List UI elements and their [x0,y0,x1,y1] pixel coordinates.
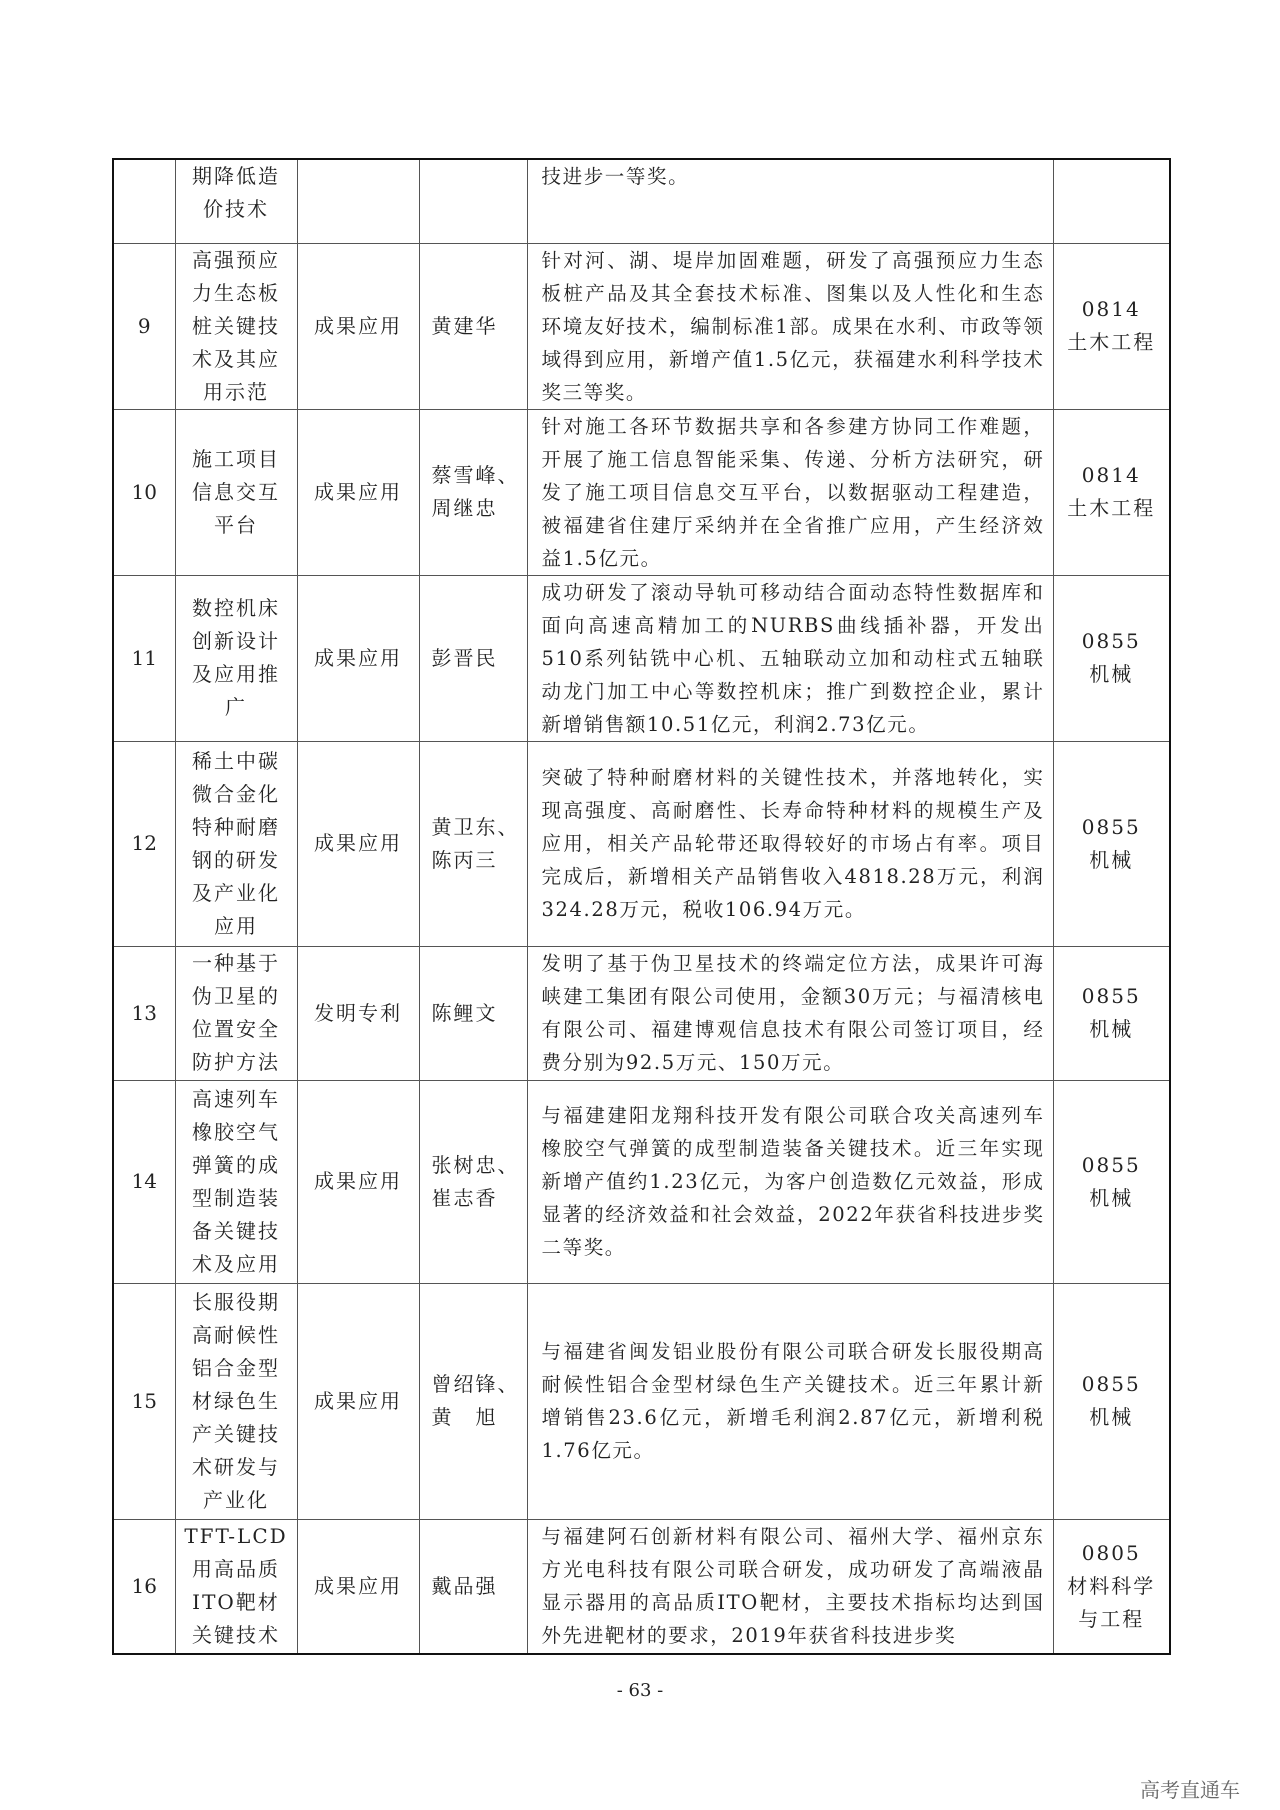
row-number: 12 [113,741,175,946]
achievement-description: 技进步一等奖。 [527,159,1053,243]
responsible-person: 戴品强 [419,1519,527,1654]
discipline: 0855 机械 [1053,575,1170,741]
project-title: 期降低造 价技术 [175,159,297,243]
project-title: 高强预应 力生态板 桩关键技 术及其应 用示范 [175,243,297,409]
project-title: 稀土中碳 微合金化 特种耐磨 钢的研发 及产业化 应用 [175,741,297,946]
discipline [1053,159,1170,243]
discipline: 0855 机械 [1053,741,1170,946]
responsible-person: 蔡雪峰、 周继忠 [419,409,527,575]
achievement-description: 针对施工各环节数据共享和各参建方协同工作难题，开展了施工信息智能采集、传递、分析方法研究，研发了施工项目信息交互平台，以数据驱动工程建造，被福建省住建厅采纳并在全省推广应用，产生经济效益1.5亿元。 [527,409,1053,575]
row-number: 14 [113,1080,175,1283]
achievement-description: 与福建省闽发铝业股份有限公司联合研发长服役期高耐候性铝合金型材绿色生产关键技术。近三年累计新增销售23.6亿元，新增毛利润2.87亿元，新增利税1.76亿元。 [527,1283,1053,1519]
table-row [113,1519,1170,1654]
row-number: 13 [113,946,175,1080]
project-title: 长服役期 高耐候性 铝合金型 材绿色生 产关键技 术研发与 产业化 [175,1283,297,1519]
row-number: 16 [113,1519,175,1654]
project-title: 数控机床 创新设计 及应用推 广 [175,575,297,741]
achievement-type: 发明专利 [297,946,419,1080]
page-number: - 63 - [616,1680,664,1701]
responsible-person: 曾绍锋、 黄 旭 [419,1283,527,1519]
row-number: 11 [113,575,175,741]
achievement-type: 成果应用 [297,243,419,409]
achievement-description: 针对河、湖、堤岸加固难题，研发了高强预应力生态板桩产品及其全套技术标准、图集以及人性化和生态环境友好技术，编制标准1部。成果在水利、市政等领域得到应用，新增产值1.5亿元，获福建水利科学技术奖三等奖。 [527,243,1053,409]
row-number: 9 [113,243,175,409]
achievement-description: 与福建建阳龙翔科技开发有限公司联合攻关高速列车橡胶空气弹簧的成型制造装备关键技术。近三年实现新增产值约1.23亿元，为客户创造数亿元效益，形成显著的经济效益和社会效益，2022年获省科技进步奖二等奖。 [527,1080,1053,1283]
responsible-person: 陈鲤文 [419,946,527,1080]
watermark: 高考直通车 [1140,1778,1240,1802]
discipline: 0855 机械 [1053,1283,1170,1519]
achievement-type: 成果应用 [297,575,419,741]
achievement-type [297,159,419,243]
discipline: 0855 机械 [1053,946,1170,1080]
responsible-person: 黄卫东、 陈丙三 [419,741,527,946]
project-title: 一种基于 伪卫星的 位置安全 防护方法 [175,946,297,1080]
responsible-person [419,159,527,243]
table-row [113,1283,1170,1519]
achievement-description: 与福建阿石创新材料有限公司、福州大学、福州京东方光电科技有限公司联合研发，成功研发了高端液晶显示器用的高品质ITO靶材，主要技术指标均达到国外先进靶材的要求，2019年获省科技进步奖 [527,1519,1053,1654]
row-number: 10 [113,409,175,575]
achievement-description: 发明了基于伪卫星技术的终端定位方法，成果许可海峡建工集团有限公司使用，金额30万元；与福清核电有限公司、福建博观信息技术有限公司签订项目，经费分别为92.5万元、150万元。 [527,946,1053,1080]
achievement-type: 成果应用 [297,741,419,946]
table-row [113,159,1170,243]
responsible-person: 黄建华 [419,243,527,409]
achievement-type: 成果应用 [297,409,419,575]
table-row [113,409,1170,575]
achievement-type: 成果应用 [297,1080,419,1283]
row-number [113,159,175,243]
achievement-description: 成功研发了滚动导轨可移动结合面动态特性数据库和面向高速高精加工的NURBS曲线插补器，开发出510系列钻铣中心机、五轴联动立加和动柱式五轴联动龙门加工中心等数控机床；推广到数控企业，累计新增销售额10.51亿元，利润2.73亿元。 [527,575,1053,741]
project-title: 施工项目 信息交互 平台 [175,409,297,575]
discipline: 0805 材料科学 与工程 [1053,1519,1170,1654]
responsible-person: 张树忠、 崔志香 [419,1080,527,1283]
discipline: 0814 土木工程 [1053,243,1170,409]
project-title: TFT-LCD 用高品质 ITO靶材 关键技术 [175,1519,297,1654]
table-row [113,946,1170,1080]
responsible-person: 彭晋民 [419,575,527,741]
achievement-type: 成果应用 [297,1283,419,1519]
table-row [113,575,1170,741]
project-title: 高速列车 橡胶空气 弹簧的成 型制造装 备关键技 术及应用 [175,1080,297,1283]
achievements-table [112,158,1171,1655]
row-number: 15 [113,1283,175,1519]
table-row [113,741,1170,946]
table-row [113,243,1170,409]
discipline: 0814 土木工程 [1053,409,1170,575]
achievement-type: 成果应用 [297,1519,419,1654]
achievement-description: 突破了特种耐磨材料的关键性技术，并落地转化，实现高强度、高耐磨性、长寿命特种材料的规模生产及应用，相关产品轮带还取得较好的市场占有率。项目完成后，新增相关产品销售收入4818.28万元，利润324.28万元，税收106.94万元。 [527,741,1053,946]
table-row [113,1080,1170,1283]
discipline: 0855 机械 [1053,1080,1170,1283]
